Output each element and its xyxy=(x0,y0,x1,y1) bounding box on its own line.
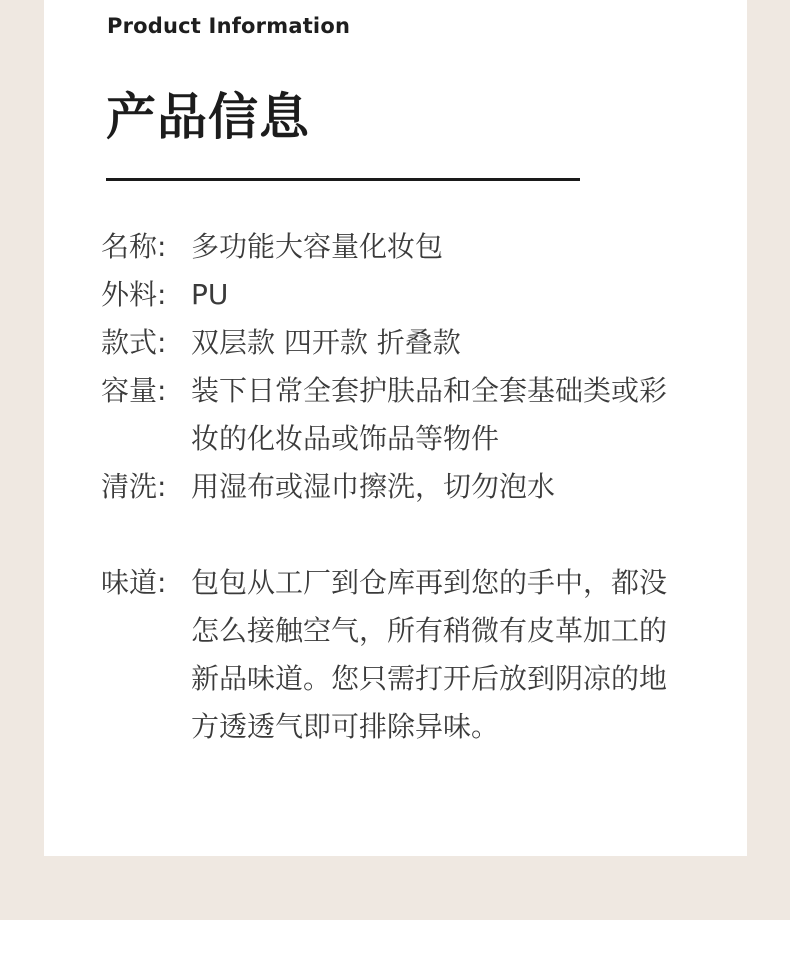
info-label: 味道: xyxy=(101,566,167,599)
info-label: 外料: xyxy=(101,278,167,311)
info-label: 容量: xyxy=(101,374,167,407)
info-value: 用湿布或湿巾擦洗，切勿泡水 xyxy=(191,470,556,503)
info-label: 清洗: xyxy=(101,470,167,503)
info-row-cleaning xyxy=(101,463,701,511)
info-value: 装下日常全套护肤品和全套基础类或彩妆的化妆品或饰品等物件 xyxy=(191,374,668,455)
info-row-style xyxy=(101,319,701,367)
title-divider xyxy=(106,178,580,181)
info-value: 双层款 四开款 折叠款 xyxy=(191,326,461,359)
section-subtitle: Product Information xyxy=(107,14,351,38)
info-value: PU xyxy=(191,278,229,311)
section-title: 产品信息 xyxy=(106,88,310,146)
info-label: 款式: xyxy=(101,326,167,359)
info-value: 多功能大容量化妆包 xyxy=(191,230,444,263)
info-value: 包包从工厂到仓库再到您的手中，都没怎么接触空气，所有稍微有皮革加工的新品味道。您只需打开后放到阴凉的地方透透气即可排除异味。 xyxy=(191,566,668,743)
info-row-capacity xyxy=(101,367,701,463)
product-info-list xyxy=(101,223,701,751)
info-label: 名称: xyxy=(101,230,167,263)
info-row-name xyxy=(101,223,701,271)
info-row-material xyxy=(101,271,701,319)
info-row-smell xyxy=(101,559,701,751)
